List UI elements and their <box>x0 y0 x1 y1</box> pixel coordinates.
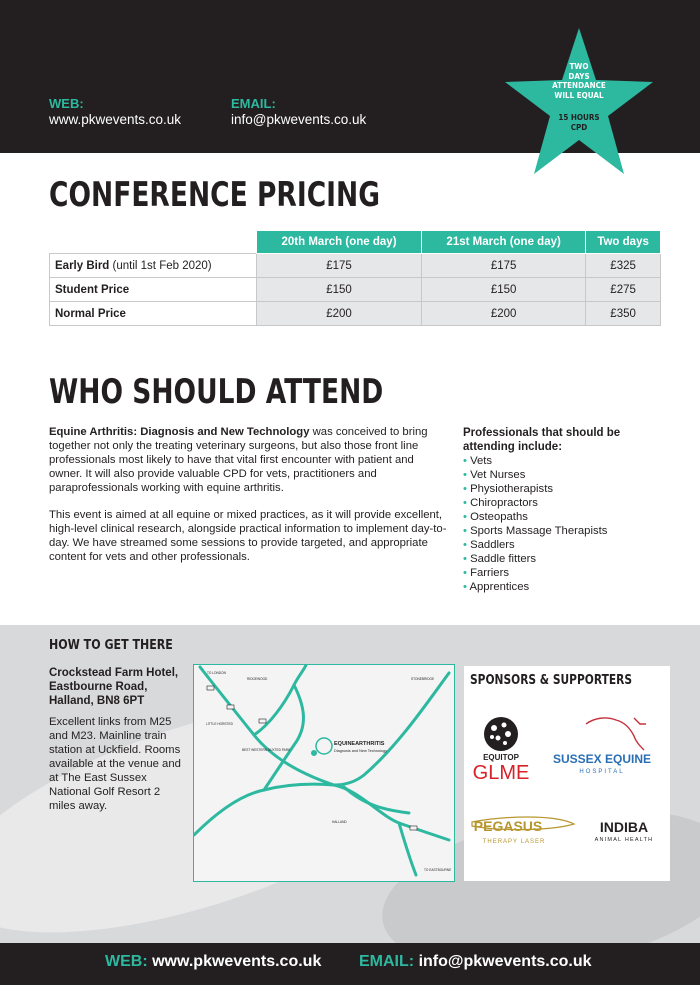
venue-address: Crockstead Farm Hotel, Eastbourne Road, Halland, BN8 6PT <box>49 667 179 707</box>
web-label: WEB: <box>49 96 84 111</box>
price-cell: £150 <box>257 278 422 302</box>
table-row <box>50 278 661 302</box>
footer-email-link: info@pkwevents.co.uk <box>418 953 592 970</box>
list-item: • Farriers <box>463 566 607 580</box>
list-item: • Physiotherapists <box>463 482 607 496</box>
attend-description: Equine Arthritis: Diagnosis and New Technology was conceived to bring together not only the treating veterinary surgeons, but also those front line professionals most likely to have that vital first encounter with patient and owner. It will also provide valuable CPD for vets, practitioners and paraprofessionals working with equine arthritis. This event is aimed at all equine or mixed practices, as it will provide excellent, high-level clinical research, alongside practical information to implement day-to-day. We have streamed some sessions to provide targeted, and appropriate content for vets and other professionals. <box>49 426 447 563</box>
email-link[interactable]: info@pkwevents.co.uk <box>231 112 367 127</box>
map-label: RIDGEWOOD <box>247 677 268 681</box>
sussex-hospital-text: HOSPITAL <box>579 769 625 775</box>
list-item: • Sports Massage Therapists <box>463 524 607 538</box>
professionals-title: Professionals that should be attending include: <box>463 427 621 453</box>
footer-email-label: EMAIL: <box>359 953 415 970</box>
attend-title: WHO SHOULD ATTEND <box>49 372 384 412</box>
pegasus-text: PEGASUS <box>473 818 543 834</box>
map-brand-sub: Diagnosis and New Technology <box>334 749 387 753</box>
equitop-text: EQUITOP <box>483 753 519 762</box>
sponsors-panel <box>464 666 670 881</box>
email-label: EMAIL: <box>231 96 276 111</box>
professionals-list <box>463 454 607 594</box>
horse-icon <box>586 718 644 750</box>
footer-email[interactable] <box>359 953 592 971</box>
column-header: Two days <box>586 231 661 254</box>
star-attendance-text: TWO DAYS ATTENDANCE WILL EQUAL <box>552 62 606 100</box>
price-cell: £275 <box>586 278 661 302</box>
glme-text: GLME <box>472 762 530 784</box>
star-cpd-text: 15 HOURS CPD <box>558 113 600 132</box>
list-item: • Osteopaths <box>463 510 607 524</box>
map-label: TO LONDON <box>207 671 226 675</box>
pegasus-sub-text: THERAPY LASER <box>482 839 546 845</box>
list-item: • Vets <box>463 454 607 468</box>
price-cell: £175 <box>257 254 422 278</box>
map-label: STONEBRIDGE <box>411 677 435 681</box>
map-label: TO EASTBOURNE <box>424 868 452 872</box>
price-cell: £200 <box>257 302 422 326</box>
price-cell: £200 <box>422 302 586 326</box>
web-link[interactable]: www.pkwevents.co.uk <box>49 112 182 127</box>
price-cell: £350 <box>586 302 661 326</box>
map-label: LITTLE HORSTED <box>206 722 233 726</box>
equitop-logo <box>484 717 518 751</box>
cpd-star-badge <box>505 28 653 174</box>
row-label: Student Price <box>50 278 257 302</box>
price-cell: £325 <box>586 254 661 278</box>
map-label: HALLAND <box>332 820 347 824</box>
sponsors-title: SPONSORS & SUPPORTERS <box>470 673 633 688</box>
price-cell: £150 <box>422 278 586 302</box>
column-header: 21st March (one day) <box>422 231 586 254</box>
map-roads <box>194 665 454 881</box>
row-label: Normal Price <box>50 302 257 326</box>
pricing-title: CONFERENCE PRICING <box>49 175 381 215</box>
map-label: BEST WESTERN BUXTED PARK <box>242 748 291 752</box>
row-label: Early Bird (until 1st Feb 2020) <box>50 254 257 278</box>
footer-web-link: www.pkwevents.co.uk <box>152 953 322 970</box>
indiba-text: INDIBA <box>599 819 649 835</box>
footer-web[interactable] <box>105 953 321 971</box>
list-item: • Saddle fitters <box>463 552 607 566</box>
list-item: • Apprentices <box>463 580 607 594</box>
column-header: 20th March (one day) <box>257 231 422 254</box>
sussex-equine-text: SUSSEX EQUINE <box>552 752 652 766</box>
pricing-table <box>49 230 661 326</box>
footer-web-label: WEB: <box>105 953 148 970</box>
sponsor-logos <box>464 666 670 881</box>
directions-title: HOW TO GET THERE <box>49 638 173 653</box>
map-brand: EQUINEARTHRITIS <box>334 741 385 747</box>
list-item: • Chiropractors <box>463 496 607 510</box>
venue-description: Excellent links from M25 and M23. Mainline train station at Uckfield. Rooms available at the venue and at The East Sussex National Golf Resort 2 miles away. <box>49 716 181 812</box>
table-row <box>50 254 661 278</box>
price-cell: £175 <box>422 254 586 278</box>
table-row <box>50 302 661 326</box>
list-item: • Vet Nurses <box>463 468 607 482</box>
location-map[interactable] <box>193 664 455 882</box>
list-item: • Saddlers <box>463 538 607 552</box>
indiba-sub-text: ANIMAL HEALTH <box>594 837 654 843</box>
